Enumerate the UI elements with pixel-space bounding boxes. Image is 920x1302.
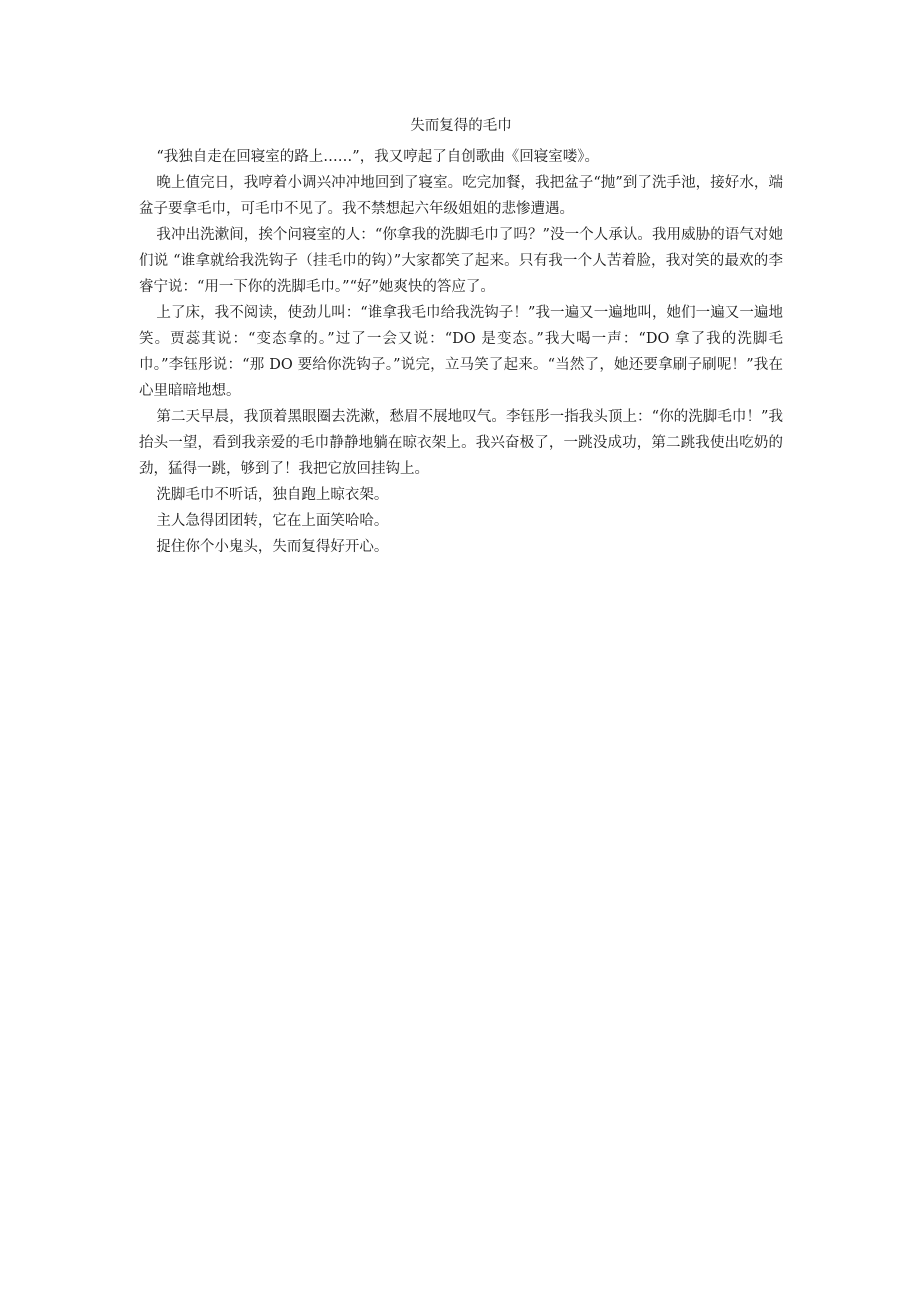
poem-line-2: 主人急得团团转，它在上面笑哈哈。: [156, 513, 389, 529]
paragraph-4: 上了床，我不阅读，使劲儿叫：“谁拿我毛巾给我洗钩子！”我一遍又一遍地叫，她们一遍又一遍地笑。贾蕊萁说：“变态拿的。”过了一会又说：“DO 是变态。”我大喝一声：“DO 拿了我的洗脚毛巾。”李钰彤说：“那 DO 要给你洗钩子。”说完，立马笑了起来。“当然了，她还要拿刷子刷呢！”我在心里暗暗地想。: [139, 305, 783, 399]
paragraph-5: 第二天早晨，我顶着黑眼圈去洗漱，愁眉不展地叹气。李钰彤一指我头顶上：“你的洗脚毛巾！”我抬头一望，看到我亲爱的毛巾静静地躺在晾衣架上。我兴奋极了，一跳没成功，第二跳我使出吃奶的劲，猛得一跳，够到了！我把它放回挂钩上。: [139, 409, 783, 477]
paragraph-1: “我独自走在回寝室的路上……”，我又哼起了自创歌曲《回寝室喽》。: [156, 149, 599, 165]
poem-line-1: 洗脚毛巾不听话，独自跑上晾衣架。: [156, 487, 389, 503]
document-title: 失而复得的毛巾: [410, 118, 512, 134]
paragraph-3: 我冲出洗漱间，挨个问寝室的人：“你拿我的洗脚毛巾了吗？”没一个人承认。我用威胁的语气对她们说 “谁拿就给我洗钩子（挂毛巾的钩）”大家都笑了起来。只有我一个人苦着脸，我对笑的最欢的李睿宁说：“用一下你的洗脚毛巾。”“好”她爽快的答应了。: [139, 227, 783, 295]
poem-line-3: 捉住你个小鬼头，失而复得好开心。: [156, 539, 389, 555]
paragraph-2: 晚上值完日，我哼着小调兴冲冲地回到了寝室。吃完加餐，我把盆子“抛”到了洗手池，接好水，端盆子要拿毛巾，可毛巾不见了。我不禁想起六年级姐姐的悲惨遭遇。: [139, 175, 783, 217]
document-body: [139, 112, 783, 560]
